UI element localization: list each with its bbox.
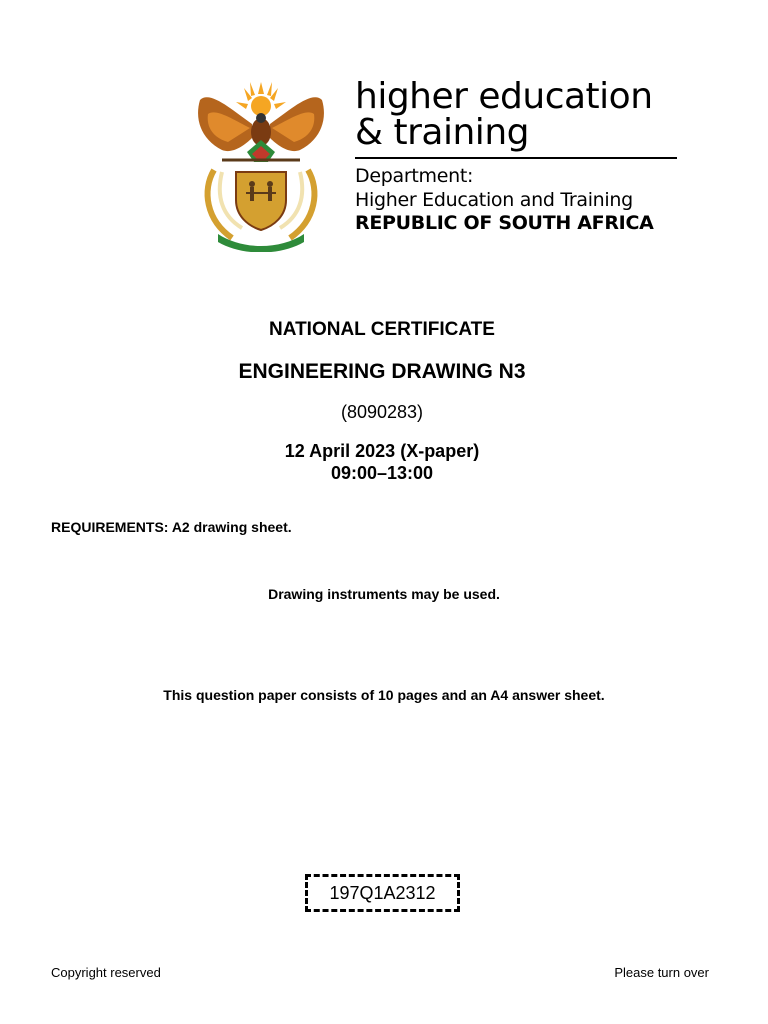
brand-line-training: & training bbox=[355, 112, 529, 153]
subject-title: ENGINEERING DRAWING N3 bbox=[238, 360, 526, 383]
page-count-note: This question paper consists of 10 pages and an A4 answer sheet. bbox=[163, 687, 605, 703]
instruments-note: Drawing instruments may be used. bbox=[268, 586, 500, 602]
subject-code: (8090283) bbox=[340, 402, 424, 422]
footer-turn-over: Please turn over bbox=[614, 965, 709, 980]
coat-of-arms-logo bbox=[192, 80, 330, 252]
requirements-text: REQUIREMENTS: A2 drawing sheet. bbox=[51, 519, 292, 535]
department-name: Higher Education and Training bbox=[355, 189, 633, 211]
certificate-title: NATIONAL CERTIFICATE bbox=[269, 319, 495, 340]
footer-copyright: Copyright reserved bbox=[51, 965, 161, 980]
country-name: REPUBLIC OF SOUTH AFRICA bbox=[355, 212, 654, 234]
exam-time: 09:00–13:00 bbox=[330, 463, 434, 483]
paper-barcode-label: 197Q1A2312 bbox=[305, 874, 460, 912]
exam-date: 12 April 2023 (X-paper) bbox=[284, 441, 480, 461]
department-label: Department: bbox=[355, 165, 474, 187]
header-divider bbox=[355, 157, 677, 159]
brand-line-higher-education: higher education bbox=[355, 76, 653, 117]
